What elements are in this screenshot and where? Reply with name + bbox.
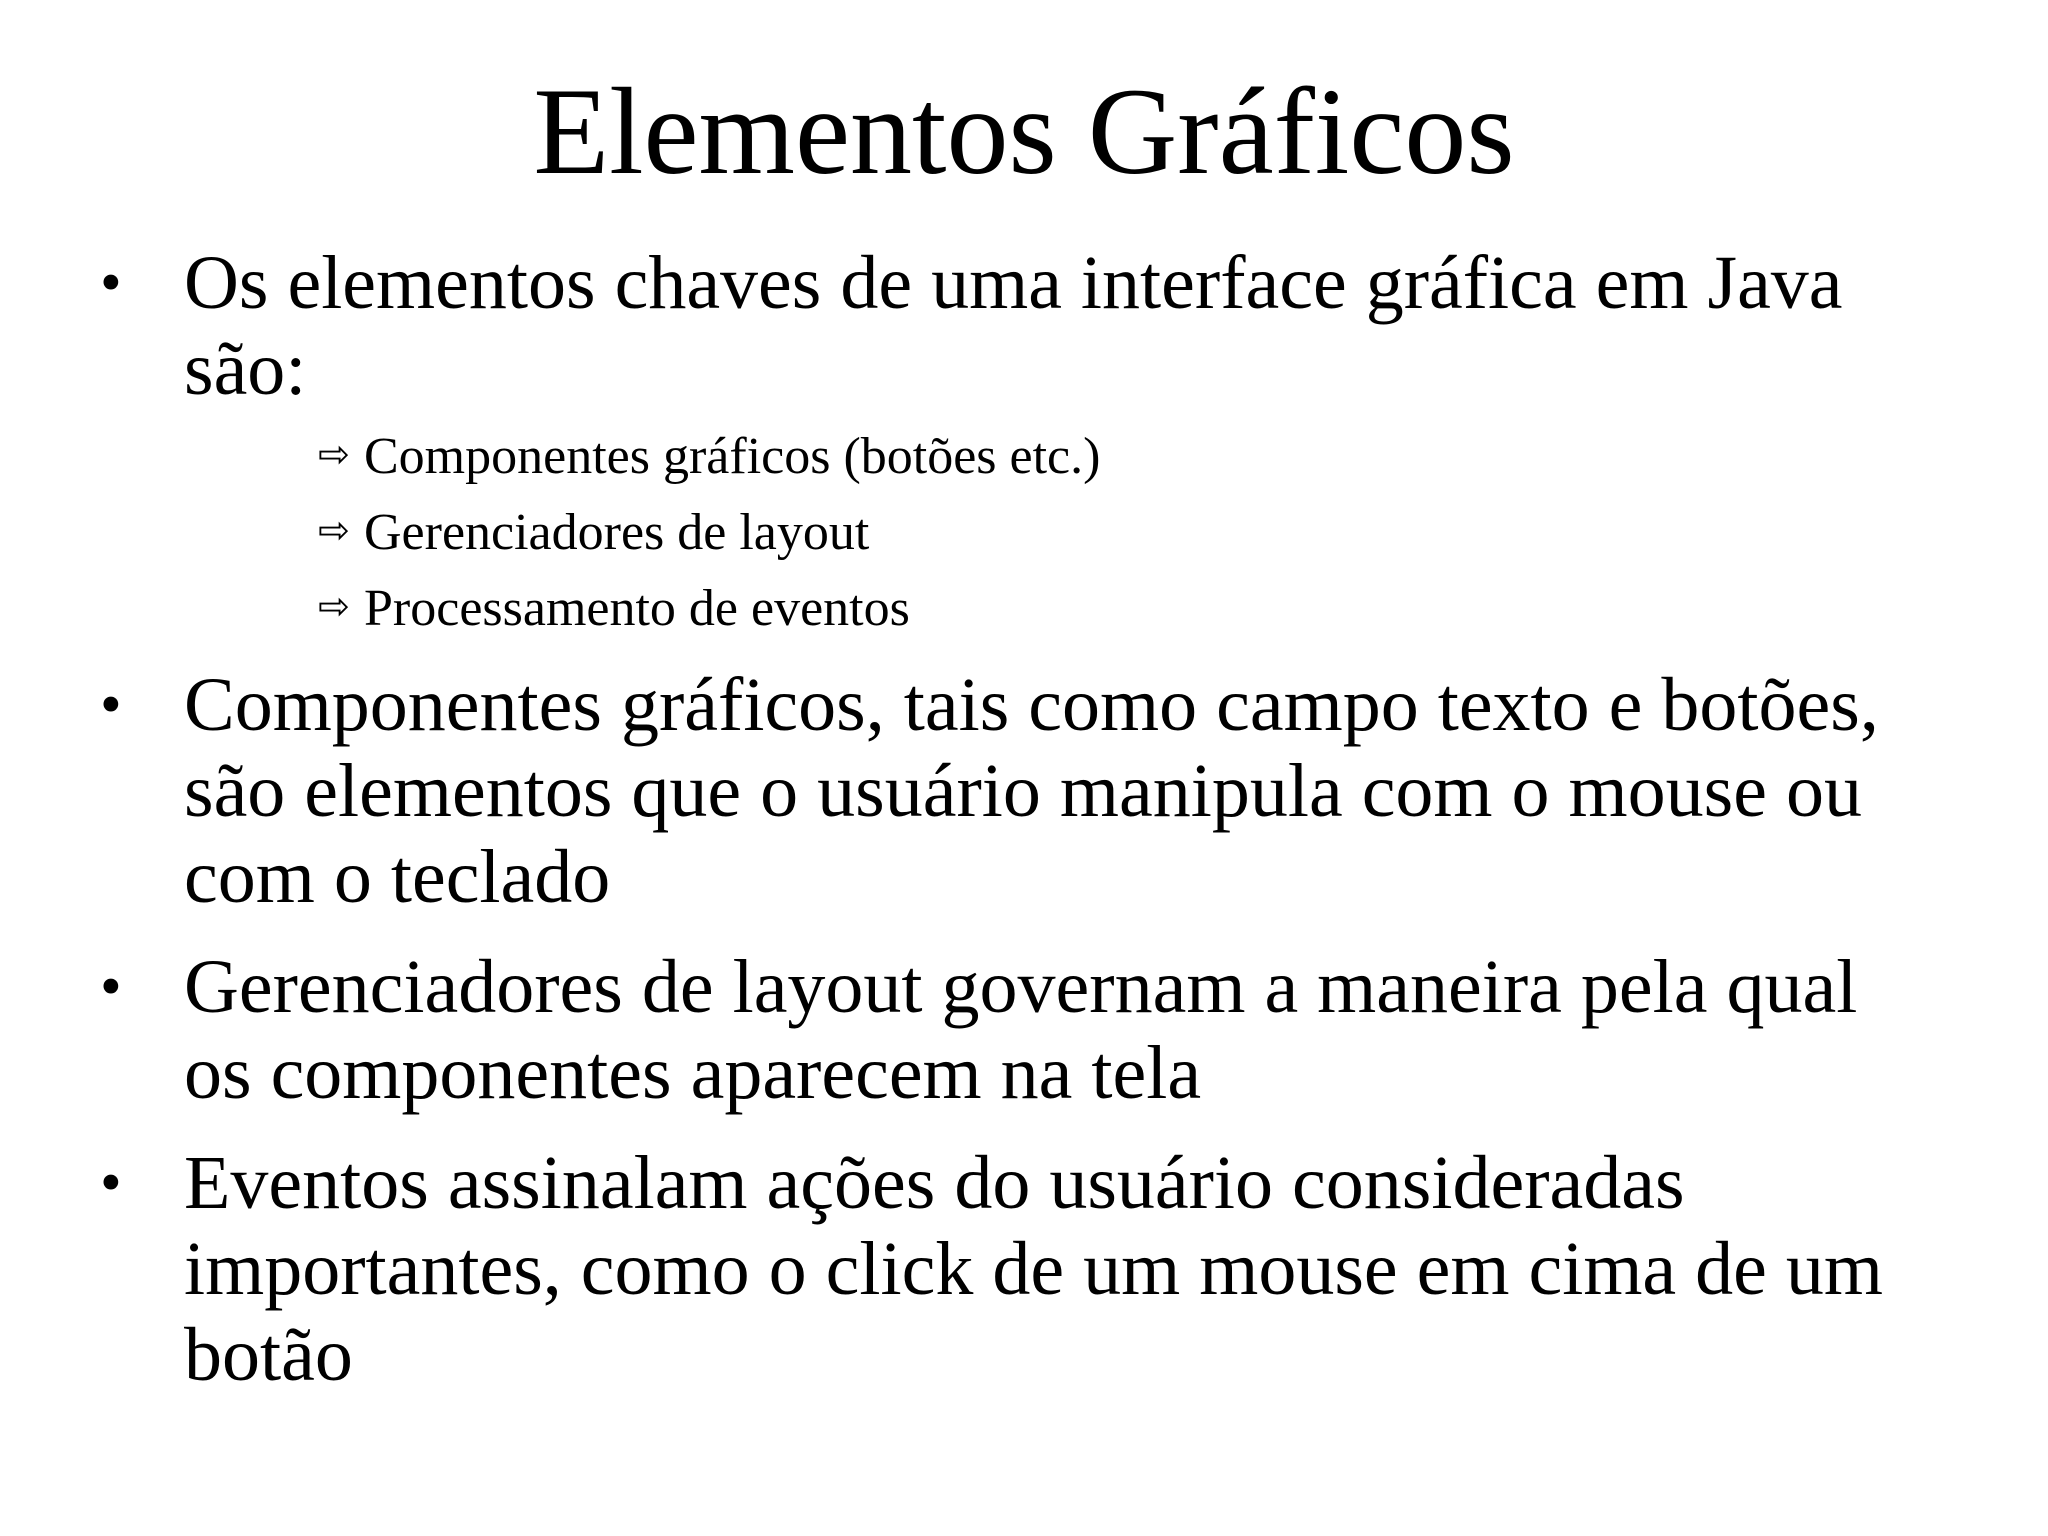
bullet-line: Eventos assinalam ações do usuário consideradas: [184, 1141, 1685, 1225]
arrow-right-icon: ⇨: [318, 508, 350, 552]
bullet-text: [184, 1140, 2044, 1398]
sub-bullet-text: Componentes gráficos (botões etc.): [364, 428, 1101, 485]
sub-bullet-item: [318, 498, 869, 565]
bullet-line: os componentes aparecem na tela: [184, 1031, 1202, 1115]
bullet-text: [184, 240, 2044, 412]
bullet-text: [184, 944, 2044, 1116]
sub-bullet-item: [318, 574, 910, 641]
sub-bullet-text: Gerenciadores de layout: [364, 504, 870, 561]
bullet-line: são elementos que o usuário manipula com o mouse ou: [184, 749, 1862, 833]
bullet-line: são:: [184, 327, 307, 411]
bullet-line: Os elementos chaves de uma interface gráfica em Java: [184, 241, 1843, 325]
bullet-line: Gerenciadores de layout governam a maneira pela qual: [184, 945, 1858, 1029]
arrow-right-icon: ⇨: [318, 584, 350, 628]
bullet-line: importantes, como o click de um mouse em cima de um: [184, 1227, 1884, 1311]
bullet-dot-icon: •: [100, 953, 122, 1021]
bullet-line: com o teclado: [184, 835, 611, 919]
bullet-dot-icon: •: [100, 249, 122, 317]
sub-bullet-item: [318, 422, 1100, 489]
sub-bullet-text: Processamento de eventos: [364, 580, 910, 637]
arrow-right-icon: ⇨: [318, 432, 350, 476]
bullet-dot-icon: •: [100, 1149, 122, 1217]
bullet-dot-icon: •: [100, 671, 122, 739]
slide-title: Elementos Gráficos: [533, 63, 1515, 200]
bullet-line: Componentes gráficos, tais como campo texto e botões,: [184, 663, 1879, 747]
bullet-line: botão: [184, 1313, 353, 1397]
bullet-text: [184, 662, 2044, 920]
